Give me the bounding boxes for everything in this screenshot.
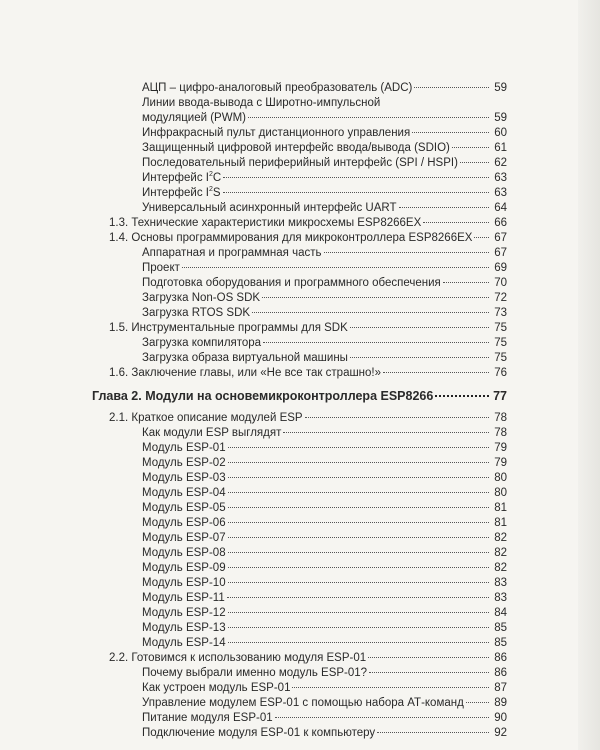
toc-leader [452,147,489,148]
toc-entry [142,501,507,515]
toc-entry [142,141,507,155]
toc-entry-title: Модуль ESP-01 [142,442,226,454]
toc-leader [423,222,489,223]
toc-entry-page: 61 [494,142,507,154]
toc-entry-page: 69 [494,262,507,274]
toc-entry [142,486,507,500]
toc-leader [228,582,489,583]
toc-leader [223,177,489,178]
toc-leader [263,342,489,343]
toc-leader [262,297,489,298]
toc-entry [142,546,507,560]
toc-entry-page: 81 [494,517,507,529]
toc-leader [228,627,489,628]
toc-entry-page: 77 [493,389,507,403]
toc-leader [414,87,489,88]
toc-entry-page: 80 [494,472,507,484]
toc-leader [377,732,489,733]
toc-section-entry [109,411,507,425]
toc-entry-title: 1.4. Основы программирования для микроконтроллера ESP8266EX [109,232,473,244]
toc-entry-page: 79 [494,457,507,469]
toc-leader [283,432,489,433]
toc-entry-page: 82 [494,532,507,544]
toc-entry [142,711,507,725]
toc-entry-page: 87 [494,682,507,694]
toc-entry-page: 59 [494,112,507,124]
toc-entry-title: Питание модуля ESP-01 [142,712,273,724]
toc-entry [142,576,507,590]
toc-entry-superscript: 2 [208,186,213,194]
toc-entry-page: 66 [494,217,507,229]
toc-entry-page: 76 [494,367,507,379]
toc-entry-title: Почему выбрали именно модуль ESP-01? [142,667,368,679]
toc-leader [292,687,489,688]
toc-entry [142,666,507,680]
toc-leader [399,207,490,208]
toc-leader [228,567,489,568]
toc-leader [228,477,489,478]
toc-entry-title: Подготовка оборудования и программного обеспечения [142,277,441,289]
toc-leader [228,612,489,613]
toc-entry-page: 63 [494,187,507,199]
toc-entry-page: 89 [494,697,507,709]
toc-entry-page: 82 [494,562,507,574]
toc-entry [142,291,507,305]
toc-entry [142,426,507,440]
toc-entry-page: 63 [494,172,507,184]
toc-entry-superscript: 2 [208,171,213,179]
toc-entry [142,156,507,170]
toc-entry-title: 1.3. Технические характеристики микросхемы ESP8266EX [109,217,422,229]
toc-entry-title: Модуль ESP-02 [142,457,226,469]
toc-leader [412,132,489,133]
toc-leader [228,522,489,523]
toc-leader [228,447,489,448]
toc-leader [383,372,489,373]
toc-entry-page: 59 [494,82,507,94]
toc-entry [142,606,507,620]
toc-entry-title: Загрузка RTOS SDK [142,307,251,319]
toc-entry-title: 1.6. Заключение главы, или «Не все так страшно!» [109,367,382,379]
toc-entry [142,681,507,695]
toc-entry-page: 62 [494,157,507,169]
toc-entry-title: Проект [142,262,180,274]
toc-entry-title: АЦП – цифро-аналоговый преобразователь (ADC) [142,82,413,94]
toc-entry-title: Модуль ESP-07 [142,532,226,544]
toc-entry-page: 92 [494,727,507,739]
toc-leader [252,312,489,313]
toc-entry [142,456,507,470]
toc-leader [275,717,489,718]
toc-entry [142,306,507,320]
toc-entry-title [142,186,221,200]
toc-leader [466,702,489,703]
toc-entry-title: Модуль ESP-09 [142,562,226,574]
toc-section-entry [109,216,507,230]
toc-entry-page: 80 [494,487,507,499]
toc-entry-title: Загрузка Non-OS SDK [142,292,261,304]
toc-entry-page: 79 [494,442,507,454]
toc-entry-page: 67 [494,232,507,244]
toc-entry-page: 85 [494,637,507,649]
toc-entry [142,171,507,185]
toc-chapter-title: Глава 2. Модули на основемикроконтроллера ESP8266 [92,389,434,403]
toc-entry-page: 72 [494,292,507,304]
toc-leader [223,192,489,193]
toc-entry-title: Модуль ESP-13 [142,622,226,634]
toc-leader [350,327,489,328]
toc-entry-title: Модуль ESP-10 [142,577,226,589]
toc-entry [142,201,507,215]
toc-entry-title: 1.5. Инструментальные программы для SDK [109,322,348,334]
toc-leader [248,117,489,118]
toc-leader [460,162,489,163]
toc-entry-title: Универсальный асинхронный интерфейс UART [142,202,397,214]
toc-entry-title: Подключение модуля ESP-01 к компьютеру [142,727,376,739]
toc-entry [142,531,507,545]
toc-entry-title: Модуль ESP-08 [142,547,226,559]
page-edge [578,0,600,750]
toc-leader [228,492,489,493]
toc-entry-title: Модуль ESP-04 [142,487,226,499]
toc-entry-page: 81 [494,502,507,514]
toc-entry [142,441,507,455]
toc-leader [435,395,489,397]
toc-entry-title: Модуль ESP-12 [142,607,226,619]
toc-entry-page: 78 [494,412,507,424]
toc-entry [142,111,507,125]
toc-leader [350,357,489,358]
toc-entry [142,186,507,200]
toc-entry-title-text: Интерфейс I [142,187,209,199]
toc-leader [227,597,489,598]
toc-entry-title-suffix: C [212,172,222,184]
toc-entry [142,471,507,485]
toc-leader [368,657,489,658]
toc-entry-title-line2: модуляцией (PWM) [142,112,246,124]
toc-leader [228,462,489,463]
toc-leader [369,672,489,673]
toc-leader [228,507,489,508]
toc-leader [182,267,489,268]
toc-entry-title-line1: Линии ввода-вывода с Широтно-импульсной [142,97,381,109]
toc-entry-title: 2.1. Краткое описание модулей ESP [109,412,303,424]
toc-entry [142,96,507,110]
toc-leader [443,282,489,283]
toc-entry-title: Загрузка образа виртуальной машины [142,352,348,364]
toc-entry-page: 83 [494,577,507,589]
toc-entry [142,246,507,260]
toc-entry-page: 86 [494,652,507,664]
toc-entry-title: Инфракрасный пульт дистанционного управления [142,127,411,139]
toc-entry-page: 75 [494,322,507,334]
toc-entry-page: 85 [494,622,507,634]
toc-entry-title: Управление модулем ESP-01 с помощью набора АТ-команд [142,697,464,709]
toc-entry-page: 90 [494,712,507,724]
toc-entry-title: 2.2. Готовимся к использованию модуля ESP-01 [109,652,367,664]
toc-entry-title-text: Интерфейс I [142,172,209,184]
toc-entry-title: Модуль ESP-05 [142,502,226,514]
toc-entry [142,621,507,635]
toc-section-entry [109,651,507,665]
toc-section-entry [109,231,507,245]
toc-entry-title: Модуль ESP-06 [142,517,226,529]
toc-entry-title: Защищенный цифровой интерфейс ввода/вывода (SDIO) [142,142,450,154]
toc-leader [228,642,489,643]
toc-entry [142,126,507,140]
toc-entry-page: 84 [494,607,507,619]
toc-entry-page: 78 [494,427,507,439]
toc-entry-page: 82 [494,547,507,559]
toc-leader [228,537,489,538]
toc-entry-page: 64 [494,202,507,214]
toc-entry [142,636,507,650]
toc-entry-title [142,171,221,185]
toc-entry [142,516,507,530]
toc-entry-title: Последовательный периферийный интерфейс (SPI / HSPI) [142,157,458,169]
toc-entry-page: 60 [494,127,507,139]
toc-entry-title: Как модули ESP выглядят [142,427,282,439]
toc-entry [142,336,507,350]
toc-chapter-entry [92,389,507,403]
toc-leader [305,417,489,418]
toc-entry [142,276,507,290]
toc-entry-page: 70 [494,277,507,289]
toc-entry-title: Модуль ESP-03 [142,472,226,484]
toc-entry-title: Аппаратная и программная часть [142,247,322,259]
toc-leader [324,252,490,253]
toc-entry-page: 83 [494,592,507,604]
toc-section-entry [109,366,507,380]
toc-section-entry [109,321,507,335]
toc-entry-title: Модуль ESP-14 [142,637,226,649]
toc-entry-page: 75 [494,337,507,349]
toc-entry [142,696,507,710]
toc-leader [228,552,489,553]
toc-entry [142,261,507,275]
toc-entry-page: 86 [494,667,507,679]
toc-entry-title-suffix: S [212,187,221,199]
toc-entry [142,591,507,605]
toc-entry [142,351,507,365]
toc-entry-title: Загрузка компилятора [142,337,262,349]
toc-entry-page: 73 [494,307,507,319]
toc-entry [142,81,507,95]
toc-entry-title: Модуль ESP-11 [142,592,225,604]
toc-entry [142,561,507,575]
toc-entry-title: Как устроен модуль ESP-01 [142,682,291,694]
toc-leader [474,237,489,238]
toc-entry [142,726,507,740]
toc-entry-page: 75 [494,352,507,364]
toc-entry-page: 67 [494,247,507,259]
